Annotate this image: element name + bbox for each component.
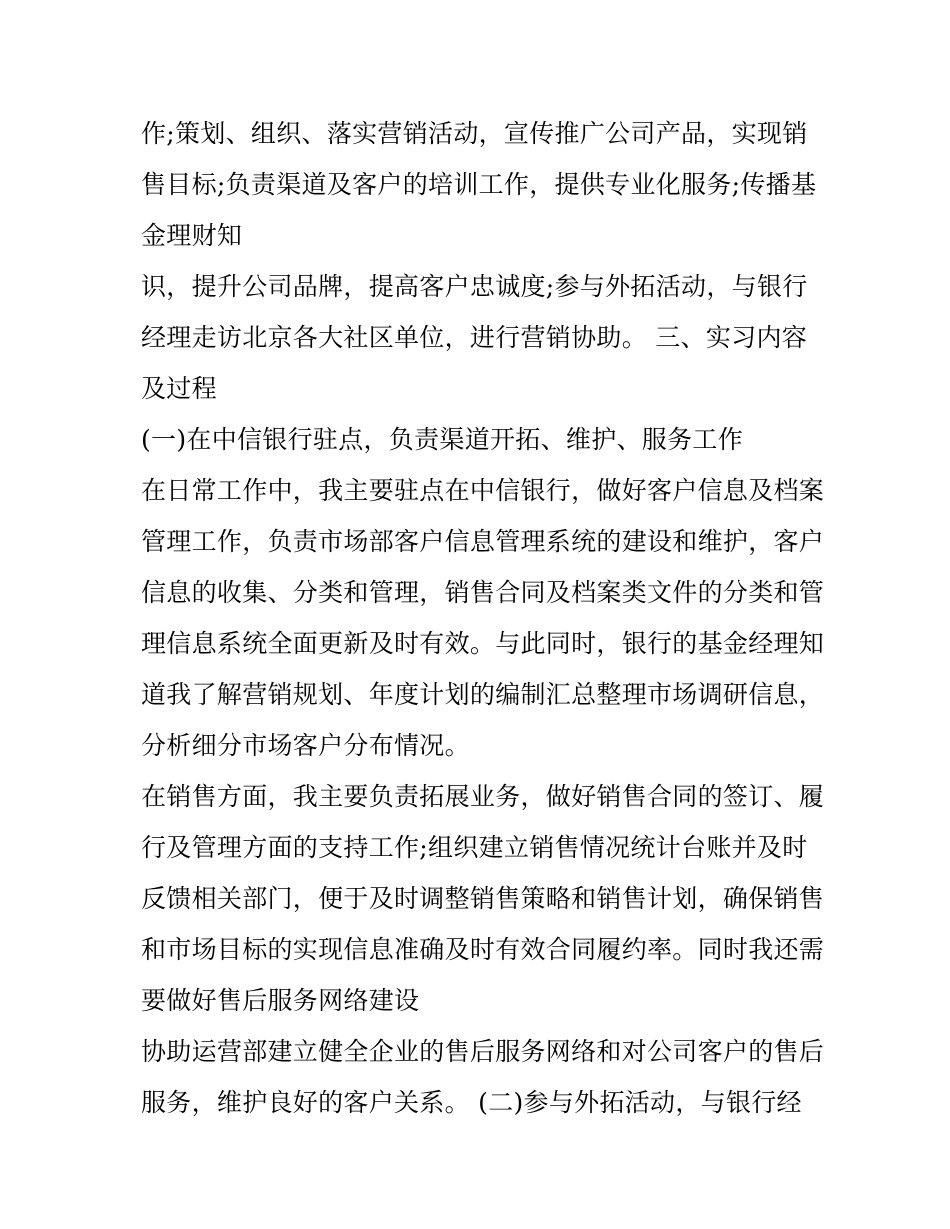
text-line: 信息的收集、分类和管理，销售合同及档案类文件的分类和管 <box>141 578 825 607</box>
text-line: 道我了解营销规划、年度计划的编制汇总整理市场调研信息， <box>141 680 825 709</box>
body-text <box>141 108 825 1128</box>
text-line: 协助运营部建立健全企业的售后服务网络和对公司客户的售后 <box>141 1037 825 1066</box>
text-line: 经理走访北京各大社区单位，进行营销协助。 三、实习内容 <box>141 323 808 352</box>
text-line: 金理财知 <box>141 221 243 250</box>
text-line: 管理工作，负责市场部客户信息管理系统的建设和维护，客户 <box>141 527 825 556</box>
text-line: 在日常工作中，我主要驻点在中信银行，做好客户信息及档案 <box>141 476 825 505</box>
text-line: 售目标;负责渠道及客户的培训工作，提供专业化服务;传播基 <box>141 170 817 199</box>
text-line: 在销售方面，我主要负责拓展业务，做好销售合同的签订、履 <box>141 782 825 811</box>
text-line: 理信息系统全面更新及时有效。与此同时，银行的基金经理知 <box>141 629 825 658</box>
text-line: 分析细分市场客户分布情况。 <box>141 731 470 760</box>
text-line: 行及管理方面的支持工作;组织建立销售情况统计台账并及时 <box>141 833 808 862</box>
text-line: 作;策划、组织、落实营销活动，宣传推广公司产品，实现销 <box>141 119 808 148</box>
text-line: 和市场目标的实现信息准确及时有效合同履约率。同时我还需 <box>141 935 825 964</box>
text-line: 及过程 <box>141 374 217 403</box>
text-line: 识，提升公司品牌，提高客户忠诚度;参与外拓活动，与银行 <box>141 272 808 301</box>
text-line: 要做好售后服务网络建设 <box>141 986 420 1015</box>
section-heading: (一)在中信银行驻点，负责渠道开拓、维护、服务工作 <box>141 425 744 454</box>
text-line: 反馈相关部门，便于及时调整销售策略和销售计划，确保销售 <box>141 884 825 913</box>
text-line: 服务，维护良好的客户关系。 (二)参与外拓活动，与银行经 <box>141 1088 802 1117</box>
